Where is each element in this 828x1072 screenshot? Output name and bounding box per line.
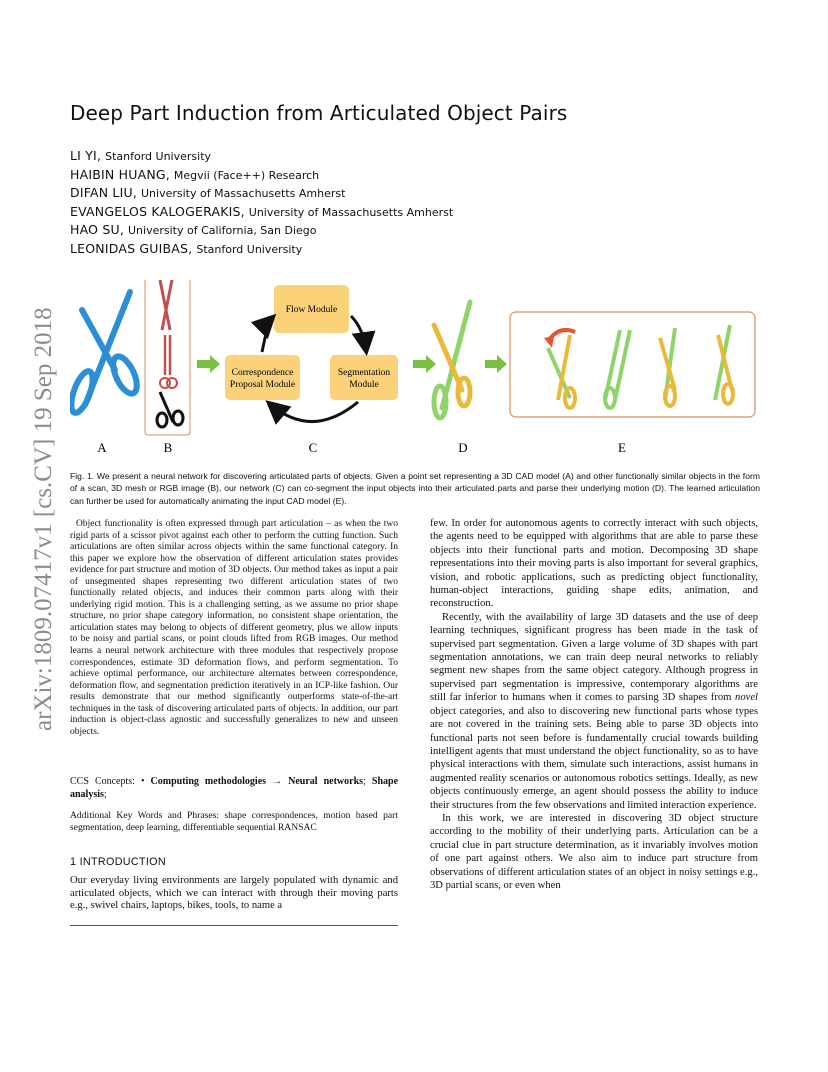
scissors-b-red-open-icon (160, 335, 177, 388)
correspondence-module-box (225, 355, 300, 400)
teaser-figure-graphic (70, 280, 760, 460)
intro-paragraph-left (70, 875, 398, 913)
flow-module-box (274, 285, 349, 333)
svg-text:Flow Module: Flow Module (285, 305, 338, 315)
scissors-d-icon (434, 302, 470, 418)
arrow-b-to-c-icon (197, 355, 220, 373)
ccs-sub2: Shape analysis (70, 776, 399, 800)
author-affiliation: Stanford University (196, 242, 303, 256)
animation-frame-icon (605, 330, 630, 408)
author-affiliation: Stanford University (105, 150, 212, 163)
emphasis-novel: novel (735, 692, 758, 704)
animation-frame-icon (660, 328, 675, 406)
ccs-prefix: CCS Concepts: • (70, 776, 145, 787)
scissors-b-red-icon (160, 280, 172, 330)
svg-text:Module: Module (349, 380, 379, 390)
figure-caption: Fig. 1. We present a neural network for discovering articulated parts of objects. Given a point set representing a 3D CAD model (A) and other functionally similar objects in the form of a scan, 3D mesh or RGB image (B), our network (C) can co-segment the input objects into their articulated parts and parse their underlying motion (D). The learned articulation can further be used for automatically animating the input CAD model (E). (70, 471, 760, 506)
svg-text:Proposal Module: Proposal Module (229, 380, 296, 390)
author-name: HAO SU, (70, 222, 125, 238)
intro-text: object categories, and also to discovering new functional parts whose types are not covered in the training sets. Being able to parse 3D objects into functional parts not seen before is fundamentally crucial towards building intelligent agents that must understand the object functionality, so as to have physical interactions with them, simulate such interactions, assist humans in augmented reality scenarios or autonomous robotics settings. Ideally, as new objects continuously emerge, an agent should possess the ability to induce their structures from the few observations and limited interaction experience. (430, 705, 758, 811)
arrow-d-to-e-icon (485, 355, 507, 373)
section-heading-introduction: 1 INTRODUCTION (70, 856, 166, 868)
scissors-b-black-icon (157, 392, 183, 427)
intro-text-left: Our everyday living environments are largely populated with dynamic and articulated objects, which we can interact with through their moving parts e.g., swivel chairs, laptops, bikes, tools, to name a (70, 875, 398, 911)
abstract (70, 519, 398, 738)
segmentation-module-box (330, 355, 398, 400)
arxiv-stamp (20, 285, 60, 735)
intro-paragraph (430, 611, 758, 812)
ccs-concepts (70, 776, 398, 801)
scissors-a-icon (70, 292, 142, 415)
author-row (70, 203, 453, 222)
author-row (70, 240, 453, 259)
panel-label-b: B (163, 440, 173, 455)
author-name: EVANGELOS KALOGERAKIS, (70, 203, 245, 219)
author-name: HAIBIN HUANG, (70, 166, 170, 182)
panel-e-frame (510, 312, 755, 417)
author-name: LEONIDAS GUIBAS, (70, 240, 193, 256)
author-name: LI YI, (70, 148, 102, 163)
author-affiliation: University of Massachusetts Amherst (141, 187, 346, 201)
keywords-text: Additional Key Words and Phrases: shape correspondences, motion based part segmentation, deep learning, differentiable sequential RANSAC (70, 810, 398, 833)
cycle-arrow-bottom-icon (270, 402, 358, 422)
author-row (70, 147, 453, 166)
ccs-end: ; (103, 788, 107, 800)
author-list (70, 147, 453, 259)
author-name: DIFAN LIU, (70, 185, 138, 201)
author-affiliation: University of California, San Diego (128, 224, 317, 238)
arxiv-stamp-text: arXiv:1809.07417v1 [cs.CV] 19 Sep 2018 (30, 307, 57, 731)
intro-paragraph: few. In order for autonomous agents to correctly interact with such objects, the agents need to be equipped with algorithms that are able to parse these objects into their functional parts and motion. Decomposing 3D shape representations into their moving parts is also important for several graphics, vision, and robotic applications, such as predicting object functionality, human-object interactions, guiding shape edits, animation, and reconstruction. (430, 518, 758, 610)
svg-text:Segmentation: Segmentation (337, 368, 391, 378)
author-row (70, 221, 453, 240)
panel-label-a: A (97, 440, 107, 455)
rotation-arrow-head-icon (544, 336, 554, 348)
keywords (70, 810, 398, 834)
intro-paragraph: In this work, we are interested in discovering 3D object structure according to the mobility of their underlying parts. Articulation can be a crucial clue in part structure determination, as it invariably involves motion of one part against others. We also aim to induce part structure from observations of different articulation states of an object in noisy settings e.g., 3D partial scans, or even when (430, 812, 758, 891)
abstract-text: Object functionality is often expressed through part articulation – as when the two rigid parts of a scissor pivot against each other to perform the cutting function. Such articulations are often similar across objects within the same functional category. In this paper we explore how the observation of different articulation states provides evidence for part structure and motion of 3D objects. Our method takes as input a pair of unsegmented shapes representing two different articulation states of two functionally related objects, and induces their common parts along with their underlying rigid motion. This is a challenging setting, as we assume no prior shape structure, no prior shape category information, no consistent shape orientation, the articulation states may belong to objects of different geometry, plus we allow inputs to be noisy and partial scans, or point clouds lifted from RGB images. Our method learns a neural network architecture with three modules that respectively propose correspondences, estimate 3D deformation flows, and perform segmentation. To achieve optimal performance, our architecture alternates between correspondence, deformation flow, and segmentation prediction iteratively in an ICP-like fashion. Our results demonstrate that our method significantly outperforms state-of-the-art techniques in the task of discovering articulated parts of objects. In addition, our part induction is object-class agnostic and successfully generalizes to new and unseen objects. (70, 519, 398, 737)
author-row (70, 184, 453, 203)
ccs-sub1: Neural networks (288, 776, 364, 787)
panel-label-e: E (618, 440, 626, 455)
teaser-figure (70, 280, 760, 460)
right-column (430, 517, 758, 892)
panel-label-d: D (458, 440, 468, 455)
paper-title: Deep Part Induction from Articulated Object Pairs (70, 101, 568, 125)
author-affiliation: University of Massachusetts Amherst (248, 205, 454, 219)
ccs-concept: Computing methodologies (150, 776, 267, 787)
footnote-rule (70, 925, 398, 926)
author-row (70, 166, 453, 185)
intro-text: Recently, with the availability of large 3D datasets and the use of deep learning techniques, significant progress has been made in the task of supervised part segmentation. Given a large volume of 3D shapes with part segmentation annotations, we can train deep neural networks to reliably segment new shapes from the same object category. Although progress in supervised part segmentation is impressive, contemporary algorithms are still far inferior to humans when it comes to parsing 3D shapes from (430, 611, 758, 704)
animation-frame-icon (715, 325, 733, 404)
author-affiliation: Megvii (Face++) Research (173, 168, 320, 182)
ccs-arrow: → (272, 776, 283, 787)
arrow-c-to-d-icon (413, 355, 436, 373)
panel-label-c: C (308, 440, 318, 455)
cycle-arrow-right-icon (351, 316, 366, 350)
svg-text:Correspondence: Correspondence (231, 368, 294, 378)
ccs-sep: ; (363, 776, 366, 787)
cycle-arrow-up-icon (262, 318, 272, 352)
